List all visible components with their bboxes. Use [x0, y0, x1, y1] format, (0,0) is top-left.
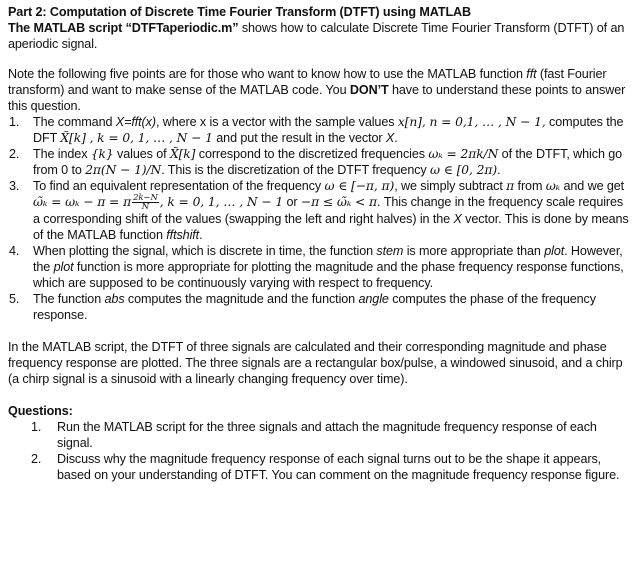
note-text: computes the magnitude and the function	[124, 292, 359, 307]
note-item-1	[8, 114, 633, 146]
summary-paragraph: In the MATLAB script, the DTFT of three signals are calculated and their corresponding magnitude and phase frequency response are plotted. The three signals are a rectangular box/pulse, a windowed sinusoid, and a chirp (a chirp signal is a sinusoid with a linearly changing frequency over time).	[8, 340, 623, 387]
note-number: 1.	[9, 115, 20, 129]
question-number: 2.	[31, 452, 42, 467]
note-text: , where x is a vector with the sample values	[155, 115, 398, 129]
dont-emphasis: DON’T	[349, 83, 389, 97]
math-expression: ω̃ₖ = ωₖ − π = π	[33, 195, 132, 209]
note-text: .	[394, 131, 398, 145]
note-intro-text-3: have to understand these points to answer this question.	[8, 83, 626, 113]
note-text: The function	[33, 292, 105, 307]
fraction	[132, 194, 159, 211]
note-text: computes the phase of the frequency response.	[33, 292, 596, 323]
question-item-1	[8, 419, 633, 451]
question-text: Discuss why the magnitude frequency response of each signal turns out to be the shape it appears, based on your understanding of DTFT. You can comment on the magnitude frequency response figure.	[57, 452, 620, 483]
questions-list	[8, 419, 633, 483]
note-text: computes the DFT	[33, 115, 624, 145]
note-text: function is more appropriate for plotting the magnitude and the phase frequency response functions, which are supposed to be continuously varying with respect to frequency.	[33, 260, 624, 291]
note-text: is more appropriate than	[403, 244, 545, 259]
note-text: When plotting the signal, which is discrete in time, the function	[33, 244, 377, 259]
note-text: The index	[33, 147, 91, 161]
intro-prefix: The MATLAB script	[8, 21, 126, 35]
note-text: values of	[113, 147, 170, 161]
note-item-4	[8, 243, 633, 291]
angle-function-name: angle	[358, 292, 389, 307]
note-text: .	[497, 163, 501, 177]
math-expression: ωₖ = 2πk/N	[428, 147, 499, 161]
note-text: and put the result in the vector	[212, 131, 386, 145]
plot-function-name: plot	[53, 260, 74, 275]
note-text: . This is the discretization of the DTFT frequency	[161, 163, 431, 177]
note-number: 5.	[9, 292, 20, 307]
note-text: or	[283, 195, 301, 209]
fft-function-name: fft	[526, 67, 537, 81]
note-item-3	[8, 178, 633, 243]
note-text: correspond to the discretized frequencies	[195, 147, 429, 161]
note-text: vector. This is done by means of the MATLAB function	[33, 212, 629, 243]
math-expression: x[n], n = 0,1, … , N − 1,	[397, 115, 546, 129]
fraction-numerator: 2k−N	[133, 193, 158, 204]
questions-heading: Questions:	[8, 404, 73, 419]
math-expression: X̃[k] , k = 0, 1, … , N − 1	[60, 131, 213, 145]
intro-paragraph	[8, 20, 633, 52]
math-expression: −π ≤ ω̃ₖ < π	[300, 195, 378, 209]
question-number: 1.	[31, 420, 42, 435]
note-intro-paragraph	[8, 66, 633, 114]
note-number: 3.	[9, 179, 20, 193]
fft-command: X=fft(x)	[115, 115, 156, 129]
fraction-denominator: N	[141, 202, 150, 213]
note-text: The command	[33, 115, 116, 129]
note-intro-text-2: (fast Fourier transform) and want to make sense of the MATLAB code. You	[8, 67, 607, 97]
stem-function-name: stem	[376, 244, 404, 259]
math-expression: ωₖ	[545, 179, 561, 193]
intro-suffix: shows how to calculate Discrete Time Fourier Transform (DTFT) of an aperiodic signal.	[8, 21, 625, 51]
plot-function-name: plot	[544, 244, 565, 259]
note-number: 4.	[9, 244, 20, 259]
note-number: 2.	[9, 147, 20, 161]
fftshift-function-name: fftshift	[166, 228, 200, 243]
question-text: Run the MATLAB script for the three signals and attach the magnitude frequency response of each signal.	[57, 420, 597, 451]
note-text: . This change in the frequency scale requires a corresponding shift of the values (swapping the left and right halves) in the	[33, 195, 624, 227]
math-expression: 2π(N − 1)/N	[85, 163, 162, 177]
math-expression: π	[506, 179, 515, 193]
math-expression: X̃[k]	[169, 147, 196, 161]
question-item-2	[8, 451, 633, 483]
note-text: from	[514, 179, 546, 193]
abs-function-name: abs	[104, 292, 125, 307]
note-text: and we get	[560, 179, 625, 193]
note-text: . However, the	[33, 244, 623, 275]
note-text: To find an equivalent representation of the frequency	[33, 179, 325, 193]
vector-name: X	[453, 212, 462, 227]
math-expression: {k}	[90, 147, 114, 161]
note-text: , we simply subtract	[394, 179, 507, 193]
note-item-5	[8, 291, 633, 323]
note-text: of the DTFT, which go from 0 to	[33, 147, 623, 177]
script-name: “DTFTaperiodic.m”	[125, 21, 239, 35]
math-expression: ω ∈ [−π, π)	[324, 179, 395, 193]
part-heading: Part 2: Computation of Discrete Time Fourier Transform (DTFT) using MATLAB	[8, 5, 472, 19]
note-item-2	[8, 146, 633, 178]
note-intro-text-1: Note the following five points are for those who want to know how to use the MATLAB function	[8, 67, 527, 81]
math-expression: , k = 0, 1, … , N − 1	[159, 195, 284, 209]
math-expression: ω ∈ [0, 2π)	[430, 163, 498, 177]
vector-name: X	[385, 131, 395, 145]
note-text: .	[199, 228, 203, 243]
notes-list	[8, 114, 633, 323]
